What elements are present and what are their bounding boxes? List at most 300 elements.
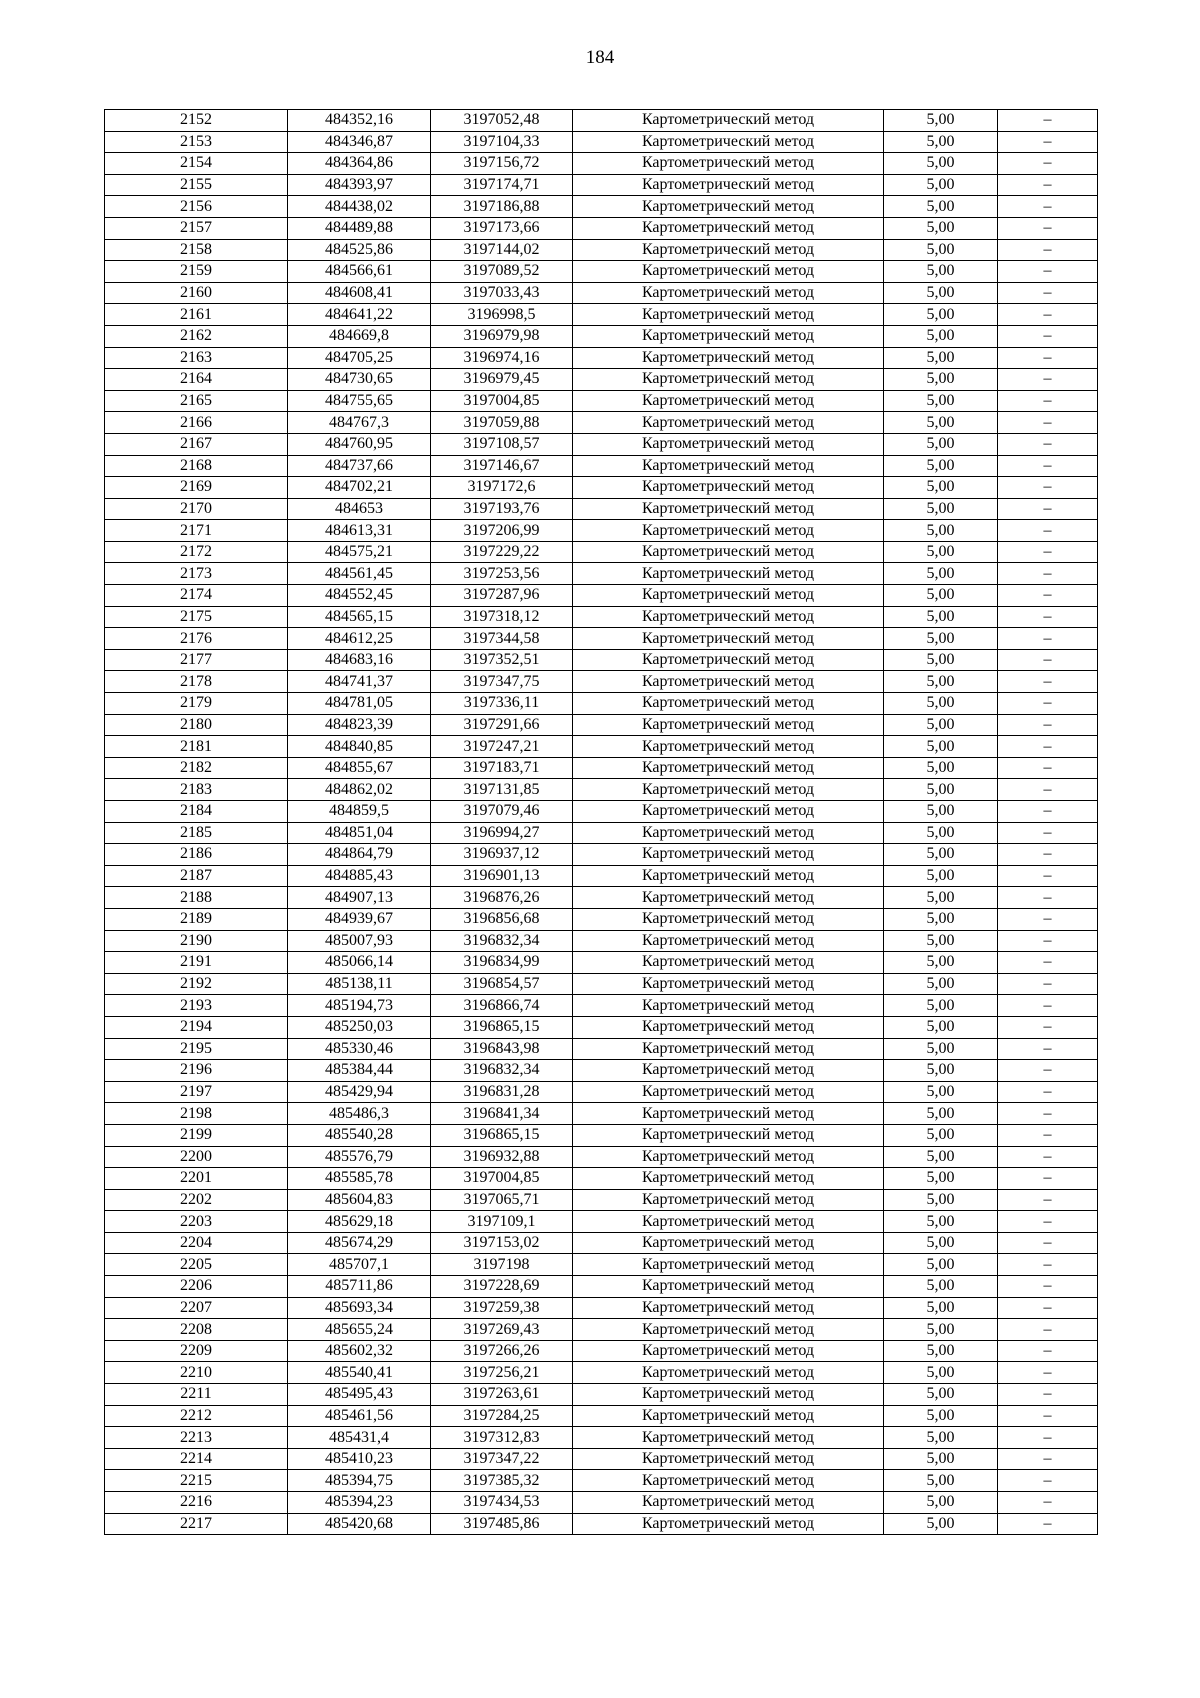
method-cell: Картометрический метод [573, 390, 884, 412]
x-coordinate-cell: 484561,45 [288, 563, 431, 585]
table-row [105, 585, 1098, 607]
accuracy-cell: 5,00 [884, 693, 998, 715]
x-coordinate-cell: 485693,34 [288, 1297, 431, 1319]
table-row [105, 110, 1098, 132]
accuracy-cell: 5,00 [884, 1038, 998, 1060]
x-coordinate-cell: 485629,18 [288, 1211, 431, 1233]
method-cell: Картометрический метод [573, 1124, 884, 1146]
page-number: 184 [585, 47, 615, 68]
table-row [105, 498, 1098, 520]
description-cell: – [998, 801, 1098, 823]
method-cell: Картометрический метод [573, 325, 884, 347]
method-cell: Картометрический метод [573, 1340, 884, 1362]
description-cell: – [998, 1362, 1098, 1384]
point-number-cell: 2203 [105, 1211, 288, 1233]
method-cell: Картометрический метод [573, 952, 884, 974]
x-coordinate-cell: 484565,15 [288, 606, 431, 628]
table-row [105, 217, 1098, 239]
table-row [105, 261, 1098, 283]
description-cell: – [998, 585, 1098, 607]
y-coordinate-cell: 3197089,52 [431, 261, 573, 283]
y-coordinate-cell: 3196843,98 [431, 1038, 573, 1060]
table-row [105, 628, 1098, 650]
description-cell: – [998, 1254, 1098, 1276]
method-cell: Картометрический метод [573, 1168, 884, 1190]
y-coordinate-cell: 3197174,71 [431, 174, 573, 196]
accuracy-cell: 5,00 [884, 1470, 998, 1492]
point-number-cell: 2176 [105, 628, 288, 650]
description-cell: – [998, 498, 1098, 520]
table-row [105, 1448, 1098, 1470]
point-number-cell: 2207 [105, 1297, 288, 1319]
method-cell: Картометрический метод [573, 1470, 884, 1492]
x-coordinate-cell: 484653 [288, 498, 431, 520]
description-cell: – [998, 1168, 1098, 1190]
method-cell: Картометрический метод [573, 865, 884, 887]
accuracy-cell: 5,00 [884, 1340, 998, 1362]
y-coordinate-cell: 3196994,27 [431, 822, 573, 844]
accuracy-cell: 5,00 [884, 1276, 998, 1298]
x-coordinate-cell: 484352,16 [288, 110, 431, 132]
accuracy-cell: 5,00 [884, 1211, 998, 1233]
x-coordinate-cell: 484781,05 [288, 693, 431, 715]
point-number-cell: 2209 [105, 1340, 288, 1362]
table-row [105, 455, 1098, 477]
accuracy-cell: 5,00 [884, 1103, 998, 1125]
x-coordinate-cell: 484346,87 [288, 131, 431, 153]
description-cell: – [998, 110, 1098, 132]
accuracy-cell: 5,00 [884, 1081, 998, 1103]
x-coordinate-cell: 485420,68 [288, 1513, 431, 1535]
x-coordinate-cell: 484851,04 [288, 822, 431, 844]
table-row [105, 844, 1098, 866]
table-row [105, 1254, 1098, 1276]
table-row [105, 606, 1098, 628]
description-cell: – [998, 217, 1098, 239]
point-number-cell: 2154 [105, 153, 288, 175]
method-cell: Картометрический метод [573, 649, 884, 671]
point-number-cell: 2172 [105, 541, 288, 563]
x-coordinate-cell: 484575,21 [288, 541, 431, 563]
y-coordinate-cell: 3197052,48 [431, 110, 573, 132]
accuracy-cell: 5,00 [884, 779, 998, 801]
table-row [105, 693, 1098, 715]
point-number-cell: 2215 [105, 1470, 288, 1492]
point-number-cell: 2189 [105, 908, 288, 930]
accuracy-cell: 5,00 [884, 1189, 998, 1211]
y-coordinate-cell: 3197131,85 [431, 779, 573, 801]
y-coordinate-cell: 3197229,22 [431, 541, 573, 563]
y-coordinate-cell: 3197059,88 [431, 412, 573, 434]
y-coordinate-cell: 3196974,16 [431, 347, 573, 369]
point-number-cell: 2159 [105, 261, 288, 283]
accuracy-cell: 5,00 [884, 995, 998, 1017]
description-cell: – [998, 369, 1098, 391]
description-cell: – [998, 628, 1098, 650]
table-row [105, 390, 1098, 412]
y-coordinate-cell: 3197259,38 [431, 1297, 573, 1319]
point-number-cell: 2190 [105, 930, 288, 952]
y-coordinate-cell: 3197266,26 [431, 1340, 573, 1362]
x-coordinate-cell: 484438,02 [288, 196, 431, 218]
table-row [105, 1103, 1098, 1125]
table-row [105, 541, 1098, 563]
x-coordinate-cell: 485394,75 [288, 1470, 431, 1492]
table-row [105, 1513, 1098, 1535]
description-cell: – [998, 1513, 1098, 1535]
coordinates-table-body [105, 110, 1098, 1535]
y-coordinate-cell: 3197173,66 [431, 217, 573, 239]
point-number-cell: 2162 [105, 325, 288, 347]
accuracy-cell: 5,00 [884, 217, 998, 239]
description-cell: – [998, 239, 1098, 261]
accuracy-cell: 5,00 [884, 757, 998, 779]
x-coordinate-cell: 485007,93 [288, 930, 431, 952]
description-cell: – [998, 1016, 1098, 1038]
table-row [105, 174, 1098, 196]
x-coordinate-cell: 485138,11 [288, 973, 431, 995]
accuracy-cell: 5,00 [884, 606, 998, 628]
x-coordinate-cell: 484612,25 [288, 628, 431, 650]
accuracy-cell: 5,00 [884, 433, 998, 455]
point-number-cell: 2161 [105, 304, 288, 326]
method-cell: Картометрический метод [573, 801, 884, 823]
method-cell: Картометрический метод [573, 1189, 884, 1211]
method-cell: Картометрический метод [573, 196, 884, 218]
accuracy-cell: 5,00 [884, 628, 998, 650]
point-number-cell: 2166 [105, 412, 288, 434]
y-coordinate-cell: 3196854,57 [431, 973, 573, 995]
x-coordinate-cell: 485540,41 [288, 1362, 431, 1384]
accuracy-cell: 5,00 [884, 412, 998, 434]
table-row [105, 1297, 1098, 1319]
accuracy-cell: 5,00 [884, 1427, 998, 1449]
accuracy-cell: 5,00 [884, 1384, 998, 1406]
table-row [105, 736, 1098, 758]
y-coordinate-cell: 3196932,88 [431, 1146, 573, 1168]
method-cell: Картометрический метод [573, 455, 884, 477]
table-row [105, 412, 1098, 434]
point-number-cell: 2163 [105, 347, 288, 369]
method-cell: Картометрический метод [573, 1146, 884, 1168]
method-cell: Картометрический метод [573, 1060, 884, 1082]
method-cell: Картометрический метод [573, 887, 884, 909]
x-coordinate-cell: 484525,86 [288, 239, 431, 261]
table-row [105, 563, 1098, 585]
table-row [105, 973, 1098, 995]
description-cell: – [998, 153, 1098, 175]
accuracy-cell: 5,00 [884, 563, 998, 585]
point-number-cell: 2179 [105, 693, 288, 715]
x-coordinate-cell: 484702,21 [288, 477, 431, 499]
point-number-cell: 2193 [105, 995, 288, 1017]
table-row [105, 779, 1098, 801]
table-row [105, 930, 1098, 952]
method-cell: Картометрический метод [573, 563, 884, 585]
table-row [105, 1211, 1098, 1233]
method-cell: Картометрический метод [573, 1081, 884, 1103]
method-cell: Картометрический метод [573, 779, 884, 801]
point-number-cell: 2202 [105, 1189, 288, 1211]
x-coordinate-cell: 484855,67 [288, 757, 431, 779]
point-number-cell: 2201 [105, 1168, 288, 1190]
description-cell: – [998, 1103, 1098, 1125]
y-coordinate-cell: 3197312,83 [431, 1427, 573, 1449]
x-coordinate-cell: 485655,24 [288, 1319, 431, 1341]
point-number-cell: 2155 [105, 174, 288, 196]
accuracy-cell: 5,00 [884, 1319, 998, 1341]
description-cell: – [998, 563, 1098, 585]
accuracy-cell: 5,00 [884, 498, 998, 520]
method-cell: Картометрический метод [573, 714, 884, 736]
x-coordinate-cell: 484755,65 [288, 390, 431, 412]
x-coordinate-cell: 484840,85 [288, 736, 431, 758]
accuracy-cell: 5,00 [884, 1124, 998, 1146]
description-cell: – [998, 1146, 1098, 1168]
description-cell: – [998, 1038, 1098, 1060]
method-cell: Картометрический метод [573, 757, 884, 779]
x-coordinate-cell: 485486,3 [288, 1103, 431, 1125]
method-cell: Картометрический метод [573, 304, 884, 326]
table-row [105, 1232, 1098, 1254]
method-cell: Картометрический метод [573, 239, 884, 261]
accuracy-cell: 5,00 [884, 477, 998, 499]
table-row [105, 239, 1098, 261]
description-cell: – [998, 261, 1098, 283]
method-cell: Картометрический метод [573, 585, 884, 607]
point-number-cell: 2205 [105, 1254, 288, 1276]
point-number-cell: 2170 [105, 498, 288, 520]
point-number-cell: 2208 [105, 1319, 288, 1341]
x-coordinate-cell: 484760,95 [288, 433, 431, 455]
table-row [105, 347, 1098, 369]
description-cell: – [998, 1276, 1098, 1298]
y-coordinate-cell: 3197385,32 [431, 1470, 573, 1492]
description-cell: – [998, 1297, 1098, 1319]
accuracy-cell: 5,00 [884, 865, 998, 887]
table-row [105, 1427, 1098, 1449]
x-coordinate-cell: 485194,73 [288, 995, 431, 1017]
y-coordinate-cell: 3197144,02 [431, 239, 573, 261]
point-number-cell: 2198 [105, 1103, 288, 1125]
x-coordinate-cell: 484864,79 [288, 844, 431, 866]
point-number-cell: 2165 [105, 390, 288, 412]
description-cell: – [998, 1189, 1098, 1211]
table-row [105, 1146, 1098, 1168]
point-number-cell: 2210 [105, 1362, 288, 1384]
y-coordinate-cell: 3197108,57 [431, 433, 573, 455]
y-coordinate-cell: 3196841,34 [431, 1103, 573, 1125]
table-row [105, 153, 1098, 175]
description-cell: – [998, 1448, 1098, 1470]
x-coordinate-cell: 484939,67 [288, 908, 431, 930]
x-coordinate-cell: 484613,31 [288, 520, 431, 542]
table-row [105, 1060, 1098, 1082]
accuracy-cell: 5,00 [884, 369, 998, 391]
description-cell: – [998, 930, 1098, 952]
table-row [105, 822, 1098, 844]
method-cell: Картометрический метод [573, 1038, 884, 1060]
y-coordinate-cell: 3197228,69 [431, 1276, 573, 1298]
table-row [105, 1081, 1098, 1103]
x-coordinate-cell: 485585,78 [288, 1168, 431, 1190]
point-number-cell: 2152 [105, 110, 288, 132]
accuracy-cell: 5,00 [884, 110, 998, 132]
x-coordinate-cell: 485461,56 [288, 1405, 431, 1427]
method-cell: Картометрический метод [573, 844, 884, 866]
method-cell: Картометрический метод [573, 1448, 884, 1470]
y-coordinate-cell: 3197172,6 [431, 477, 573, 499]
x-coordinate-cell: 484767,3 [288, 412, 431, 434]
description-cell: – [998, 1340, 1098, 1362]
description-cell: – [998, 325, 1098, 347]
y-coordinate-cell: 3197485,86 [431, 1513, 573, 1535]
method-cell: Картометрический метод [573, 1513, 884, 1535]
method-cell: Картометрический метод [573, 1492, 884, 1514]
accuracy-cell: 5,00 [884, 801, 998, 823]
x-coordinate-cell: 485711,86 [288, 1276, 431, 1298]
description-cell: – [998, 1211, 1098, 1233]
table-row [105, 714, 1098, 736]
table-row [105, 369, 1098, 391]
y-coordinate-cell: 3197156,72 [431, 153, 573, 175]
y-coordinate-cell: 3197198 [431, 1254, 573, 1276]
x-coordinate-cell: 485250,03 [288, 1016, 431, 1038]
y-coordinate-cell: 3197336,11 [431, 693, 573, 715]
table-row [105, 649, 1098, 671]
y-coordinate-cell: 3197284,25 [431, 1405, 573, 1427]
accuracy-cell: 5,00 [884, 671, 998, 693]
method-cell: Картометрический метод [573, 282, 884, 304]
table-row [105, 995, 1098, 1017]
description-cell: – [998, 1470, 1098, 1492]
description-cell: – [998, 714, 1098, 736]
table-row [105, 952, 1098, 974]
point-number-cell: 2167 [105, 433, 288, 455]
method-cell: Картометрический метод [573, 1405, 884, 1427]
x-coordinate-cell: 484730,65 [288, 369, 431, 391]
accuracy-cell: 5,00 [884, 1492, 998, 1514]
y-coordinate-cell: 3197193,76 [431, 498, 573, 520]
x-coordinate-cell: 485707,1 [288, 1254, 431, 1276]
accuracy-cell: 5,00 [884, 153, 998, 175]
description-cell: – [998, 1384, 1098, 1406]
table-row [105, 865, 1098, 887]
method-cell: Картометрический метод [573, 1319, 884, 1341]
y-coordinate-cell: 3196832,34 [431, 930, 573, 952]
description-cell: – [998, 1405, 1098, 1427]
y-coordinate-cell: 3197065,71 [431, 1189, 573, 1211]
method-cell: Картометрический метод [573, 433, 884, 455]
method-cell: Картометрический метод [573, 693, 884, 715]
description-cell: – [998, 671, 1098, 693]
accuracy-cell: 5,00 [884, 1254, 998, 1276]
point-number-cell: 2212 [105, 1405, 288, 1427]
point-number-cell: 2180 [105, 714, 288, 736]
x-coordinate-cell: 484552,45 [288, 585, 431, 607]
y-coordinate-cell: 3196831,28 [431, 1081, 573, 1103]
method-cell: Картометрический метод [573, 995, 884, 1017]
method-cell: Картометрический метод [573, 1103, 884, 1125]
description-cell: – [998, 1124, 1098, 1146]
x-coordinate-cell: 485066,14 [288, 952, 431, 974]
point-number-cell: 2191 [105, 952, 288, 974]
description-cell: – [998, 1060, 1098, 1082]
x-coordinate-cell: 484885,43 [288, 865, 431, 887]
accuracy-cell: 5,00 [884, 736, 998, 758]
x-coordinate-cell: 485674,29 [288, 1232, 431, 1254]
y-coordinate-cell: 3197256,21 [431, 1362, 573, 1384]
accuracy-cell: 5,00 [884, 131, 998, 153]
y-coordinate-cell: 3197347,22 [431, 1448, 573, 1470]
method-cell: Картометрический метод [573, 153, 884, 175]
table-row [105, 1340, 1098, 1362]
point-number-cell: 2211 [105, 1384, 288, 1406]
point-number-cell: 2197 [105, 1081, 288, 1103]
accuracy-cell: 5,00 [884, 822, 998, 844]
accuracy-cell: 5,00 [884, 196, 998, 218]
point-number-cell: 2206 [105, 1276, 288, 1298]
y-coordinate-cell: 3197033,43 [431, 282, 573, 304]
x-coordinate-cell: 484823,39 [288, 714, 431, 736]
accuracy-cell: 5,00 [884, 973, 998, 995]
point-number-cell: 2185 [105, 822, 288, 844]
table-row [105, 671, 1098, 693]
accuracy-cell: 5,00 [884, 714, 998, 736]
method-cell: Картометрический метод [573, 1016, 884, 1038]
point-number-cell: 2182 [105, 757, 288, 779]
x-coordinate-cell: 485540,28 [288, 1124, 431, 1146]
point-number-cell: 2173 [105, 563, 288, 585]
table-row [105, 477, 1098, 499]
accuracy-cell: 5,00 [884, 1405, 998, 1427]
point-number-cell: 2204 [105, 1232, 288, 1254]
description-cell: – [998, 477, 1098, 499]
point-number-cell: 2160 [105, 282, 288, 304]
accuracy-cell: 5,00 [884, 908, 998, 930]
accuracy-cell: 5,00 [884, 541, 998, 563]
y-coordinate-cell: 3197183,71 [431, 757, 573, 779]
method-cell: Картометрический метод [573, 908, 884, 930]
table-row [105, 1384, 1098, 1406]
point-number-cell: 2171 [105, 520, 288, 542]
table-row [105, 282, 1098, 304]
description-cell: – [998, 347, 1098, 369]
description-cell: – [998, 1492, 1098, 1514]
x-coordinate-cell: 484669,8 [288, 325, 431, 347]
y-coordinate-cell: 3197434,53 [431, 1492, 573, 1514]
method-cell: Картометрический метод [573, 498, 884, 520]
x-coordinate-cell: 484566,61 [288, 261, 431, 283]
method-cell: Картометрический метод [573, 131, 884, 153]
y-coordinate-cell: 3197109,1 [431, 1211, 573, 1233]
table-row [105, 1405, 1098, 1427]
point-number-cell: 2178 [105, 671, 288, 693]
point-number-cell: 2156 [105, 196, 288, 218]
y-coordinate-cell: 3196998,5 [431, 304, 573, 326]
x-coordinate-cell: 484859,5 [288, 801, 431, 823]
method-cell: Картометрический метод [573, 1232, 884, 1254]
point-number-cell: 2175 [105, 606, 288, 628]
accuracy-cell: 5,00 [884, 325, 998, 347]
point-number-cell: 2164 [105, 369, 288, 391]
y-coordinate-cell: 3197153,02 [431, 1232, 573, 1254]
description-cell: – [998, 282, 1098, 304]
x-coordinate-cell: 484683,16 [288, 649, 431, 671]
table-row [105, 196, 1098, 218]
description-cell: – [998, 304, 1098, 326]
accuracy-cell: 5,00 [884, 1168, 998, 1190]
